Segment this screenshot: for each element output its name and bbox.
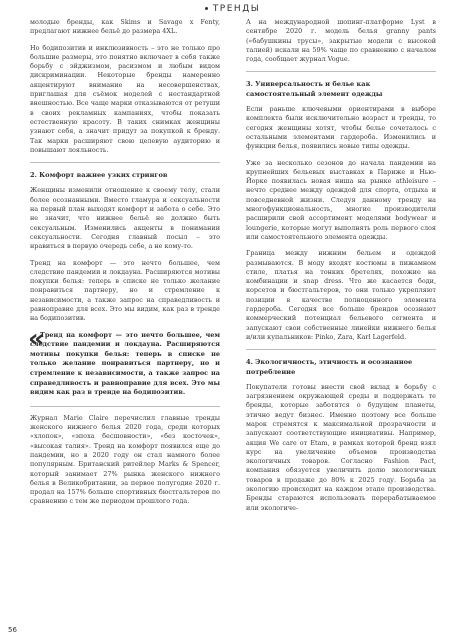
paragraph: Журнал Marie Claire перечислил главные тренды женского нижнего белья 2020 года, среди которых «хлопок», «эпоха бесшовности», «без косточек», «высокая талия». Тренд на комфорт появился еще до пандемии, но в 2020 году он стал намного более популярным. Британский ритейлер Marks & Spencer, который занимает 27% рынка женского нижнего белья в Великобритании, за первое полугодие 2020 г. продал на 157% больше спортивных бюстгальтеров по сравнению с тем же периодом прошлого года.	[30, 413, 220, 506]
pull-quote-text: Тренд на комфорт — это нечто большее, чем следствие пандемии и локдауна. Расширяются мотивы покупки белья: теперь в списке не только желание понравиться партнеру, но и стремление к независимости, а также запрос на справедливость и равноправие для всех. Это мы видим как раз в тренде на бодипозитив.	[30, 330, 220, 397]
section-heading: 3. Универсальность и белье как самостоятельный элемент одежды	[246, 80, 383, 98]
bullet-dot-icon	[205, 7, 208, 10]
paragraph: Но бодипозитив и инклюзивность – это не только про большие размеры, это понятно включает в себя также борьбу с эйджизмом, расизмом и любым видом дискриминации. Некоторые бренды намеренно акцентируют внимание на несовершенствах, приглашая для съёмок моделей с нестандартной внешностью. Все чаще марки отказываются от ретуши в своих рекламных кампаниях, чтобы показать естественную красоту. В таких снимках женщины узнают себя, а значит придут за покупкой к бренду. Так марки расширяют свою целевую аудиторию и повышают лояльность.	[30, 43, 220, 154]
section-divider	[246, 71, 436, 72]
paragraph: Покупатели готовы внести свой вклад в борьбу с загрязнением окружающей среды и поддержать те бренды, которые заботятся о будущем планеты, этично ведут бизнес. Именно поэтому все больше марок стремятся к максимальной прозрачности и запускают соответствующие инициативы. Например, акция We care от Etam, в рамках которой бренд взял курс на увеличение объемов производства экологичных товаров. Согласно Fashion Pact, компания обязуется увеличить долю экологичных товаров в продаже до 80% к 2025 году. Борьба за экологию происходит на каждом этапе производства. Бренды стараются использовать перерабатываемое или экологиче-	[246, 382, 436, 512]
left-column	[30, 18, 220, 514]
paragraph: Тренд на комфорт — это нечто большее, чем следствие пандемии и локдауна. Расширяются мотивы покупки белья: теперь в списке не только желание понравиться партнеру, но и стремление к независимости, а также запрос на справедливость и равноправие для всех. Это мы видим, как раз в тренде на бодипозитив.	[30, 258, 220, 323]
right-column	[246, 18, 436, 520]
pull-quote	[28, 323, 220, 398]
running-header	[0, 0, 460, 18]
section-divider	[246, 349, 436, 350]
section-title: ТРЕНДЫ	[212, 4, 261, 14]
quote-mark-icon: «	[28, 323, 45, 354]
paragraph: Женщины изменили отношение к своему телу, стали более осознанными. Вместо гламура и сексуальности на первый план выходят комфорт и забота о себе. Это не значит, что нижнее бельё не должно быть сексуальным. Изменились акценты в понимании сексуальности. Сегодня главный посыл – это нравиться в первую очередь себе, а не кому-то.	[30, 186, 220, 251]
section-divider	[30, 162, 220, 163]
section-heading: 2. Комфорт важнее узких стрингов	[30, 171, 168, 180]
paragraph: Если раньше ключевыми ориентирами в выборе комплекта были исключительно возраст и тренды, то сегодня женщины хотят, чтобы белье сочеталось с остальными элементами гардероба. Изменились и функции белья, появились новые типы одежды.	[246, 105, 436, 151]
paragraph: Граница между нижним бельем и одеждой размываются. В моду входят костюмы в пижамном стиле, платья на тонких бретелях, похожие на комбинации и snap dress. Что же касается боди, корсетов и бюстгальтеров, то они только укрепляют позиции в качестве полноценного элемента гардероба. Сегодня все больше брендов осознают коммерческий потенциал бельевого сегмента и запускают свои собственные линейки нижнего белья и/или купальников: Pinko, Zara, Karl Lagerfeld.	[246, 249, 436, 341]
paragraph: А на международной шопинг-платформе Lyst в сентябре 2020 г. модель белья granny pants («бабушкины трусы», закрытые модели с высокой талией) искали на 59% чаще по сравнению с началом года, сообщает журнал Vogue.	[246, 18, 436, 64]
section-heading: 4. Экологичность, этичность и осознанное потребление	[246, 358, 413, 376]
paragraph: Уже за несколько сезонов до начала пандемии на крупнейших бельевых выставках в Париже и Нью-Йорке появилась новая ниша на рынке athleisure – нечто среднее между одеждой для спорта, отдыха и повседневной жизни. Следуя данному тренду на многофункциональность, многие производители расширили свой ассортимент моделями bodywear и loungerie, которые могут выполнять роль первого слоя или самостоятельного элемента одежды.	[246, 158, 436, 241]
page-number: 56	[8, 626, 17, 634]
paragraph: молодые бренды, как Skims и Savage x Fenty, предлагают нижнее бельё до размера 4XL.	[30, 18, 220, 36]
section-divider	[30, 406, 220, 407]
